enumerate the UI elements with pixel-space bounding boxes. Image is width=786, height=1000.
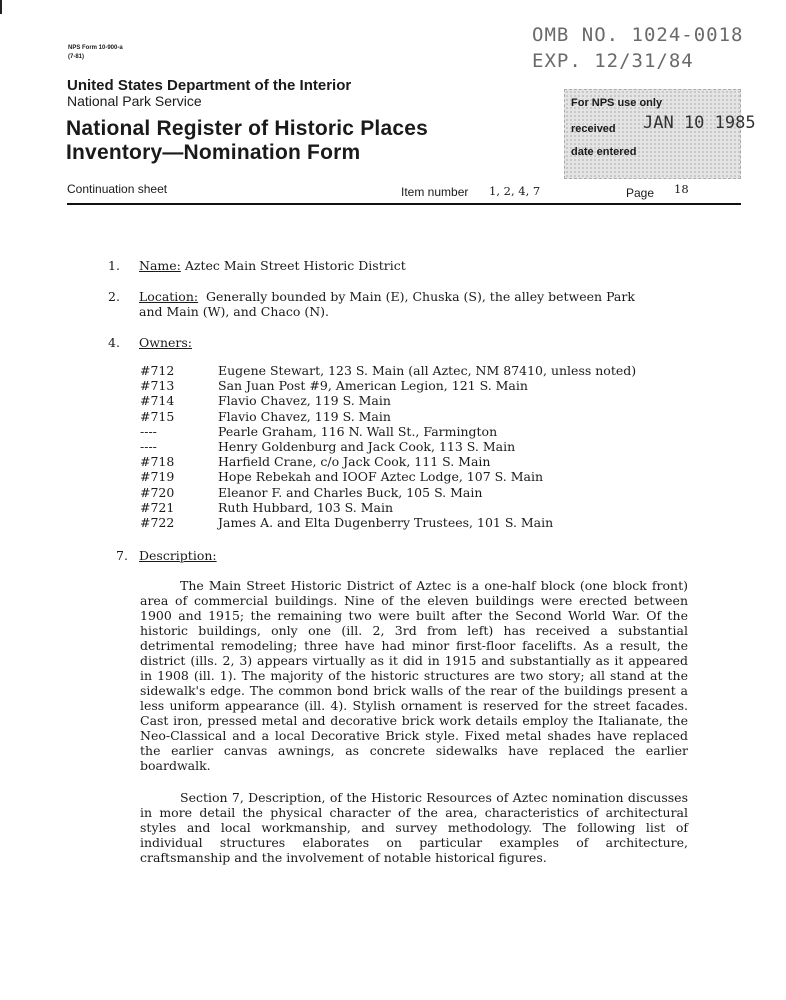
- item-number-label: Item number: [401, 185, 469, 199]
- nps-use-label: For NPS use only: [571, 97, 663, 109]
- omb-number: OMB NO. 1024-0018: [532, 24, 744, 46]
- corner-mark: [0, 0, 10, 14]
- section-number: 7.: [116, 548, 128, 563]
- owner-name: Ruth Hubbard, 103 S. Main: [218, 499, 394, 515]
- department-name: United States Department of the Interior: [67, 77, 352, 94]
- owner-name: Pearle Graham, 116 N. Wall St., Farmington: [218, 423, 498, 439]
- owner-name: Flavio Chavez, 119 S. Main: [218, 408, 391, 424]
- owner-name: Eleanor F. and Charles Buck, 105 S. Main: [218, 484, 483, 500]
- form-revision-text: (7-81): [68, 54, 85, 60]
- date-entered-label: date entered: [571, 146, 637, 158]
- section-heading: Description:: [139, 548, 217, 563]
- owner-name: Flavio Chavez, 119 S. Main: [218, 393, 391, 409]
- nps-use-box: [564, 89, 756, 179]
- agency-name: National Park Service: [67, 93, 202, 109]
- section-location: [108, 289, 635, 319]
- section-heading: Location:: [139, 289, 199, 304]
- owner-id: #715: [140, 408, 175, 424]
- owner-id: ----: [140, 438, 157, 454]
- section-number: 1.: [108, 258, 120, 273]
- owner-name: Henry Goldenburg and Jack Cook, 113 S. Main: [218, 438, 516, 454]
- form-title-line2: Inventory—Nomination Form: [66, 141, 361, 164]
- owner-name: James A. and Elta Dugenberry Trustees, 101 S. Main: [218, 514, 554, 530]
- continuation-sheet-label: Continuation sheet: [67, 182, 168, 196]
- received-date-stamp: JAN 10 1985: [643, 113, 756, 133]
- owner-id: #718: [140, 454, 175, 470]
- section-text: Generally bounded by Main (E), Chuska (S), the alley between Park: [198, 289, 635, 304]
- owner-name: San Juan Post #9, American Legion, 121 S. Main: [218, 378, 528, 394]
- section-owners: [108, 335, 192, 350]
- owner-id: #713: [140, 378, 175, 394]
- section-heading: Name:: [139, 258, 181, 273]
- owner-name: Eugene Stewart, 123 S. Main (all Aztec, NM 87410, unless noted): [218, 363, 637, 378]
- owner-id: #722: [140, 514, 175, 530]
- section-number: 4.: [108, 335, 120, 350]
- form-title: [66, 117, 428, 165]
- page-label: Page: [626, 186, 655, 200]
- form-title-line1: National Register of Historic Places: [66, 117, 428, 140]
- page-number: 18: [674, 182, 689, 196]
- owner-id: ----: [140, 423, 157, 439]
- continuation-row: [67, 182, 742, 200]
- item-number-value: 1, 2, 4, 7: [489, 184, 541, 198]
- description-paragraph-1: [140, 578, 688, 773]
- owner-id: #712: [140, 363, 175, 378]
- section-number: 2.: [108, 289, 120, 304]
- omb-expiration: EXP. 12/31/84: [532, 50, 694, 72]
- paragraph-text: The Main Street Historic District of Aztec is a one-half block (one block front) area of commercial buildings. Nine of the eleven buildings were erected between 1900 and 1915; the remaining two were built after the Second World War. Of the historic buildings, only one (ill. 2, 3rd from left) has received a substantial detrimental remodeling; three have had minor first-floor facelifts. As a result, the district (ills. 2, 3) appears virtually as it did in 1915 and substantially as it appeared in 1908 (ill. 1). The majority of the historic structures are two story; all stand at the sidewalk's edge. The common bond brick walls of the rear of the buildings present a less uniform appearance (ill. 4). Stylish ornament is reserved for the street facades. Cast iron, pressed metal and decorative brick work details employ the Italianate, the Neo-Classical and a local Decorative Brick style. Fixed metal shades have replaced the earlier canvas awnings, as concrete sidewalks have replaced the earlier boardwalk.: [140, 578, 688, 773]
- owner-id: #720: [140, 484, 175, 500]
- owner-id: #719: [140, 469, 175, 485]
- owner-id: #714: [140, 393, 175, 409]
- section-name: [108, 258, 406, 273]
- form-number-text: NPS Form 10-900-a: [68, 45, 123, 51]
- received-label: received: [571, 123, 616, 135]
- owner-name: Harfield Crane, c/o Jack Cook, 111 S. Main: [218, 454, 491, 470]
- description-paragraph-2: [140, 790, 688, 865]
- section-description: [116, 548, 217, 563]
- owner-id: #721: [140, 499, 175, 515]
- omb-stamp: [532, 22, 743, 74]
- paragraph-text: Section 7, Description, of the Historic Resources of Aztec nomination discusses in more detail the physical character of the area, characteristics of architectural styles and local workmanship, and survey methodology. The following list of individual structures elaborates on particular examples of architecture, craftsmanship and the involvement of notable historical figures.: [140, 790, 688, 865]
- header-rule: [67, 203, 741, 205]
- section-heading: Owners:: [139, 335, 192, 350]
- section-text-line2: and Main (W), and Chaco (N).: [139, 304, 330, 319]
- owner-name: Hope Rebekah and IOOF Aztec Lodge, 107 S. Main: [218, 469, 543, 485]
- form-number: [68, 44, 123, 62]
- section-text: Aztec Main Street Historic District: [180, 258, 406, 273]
